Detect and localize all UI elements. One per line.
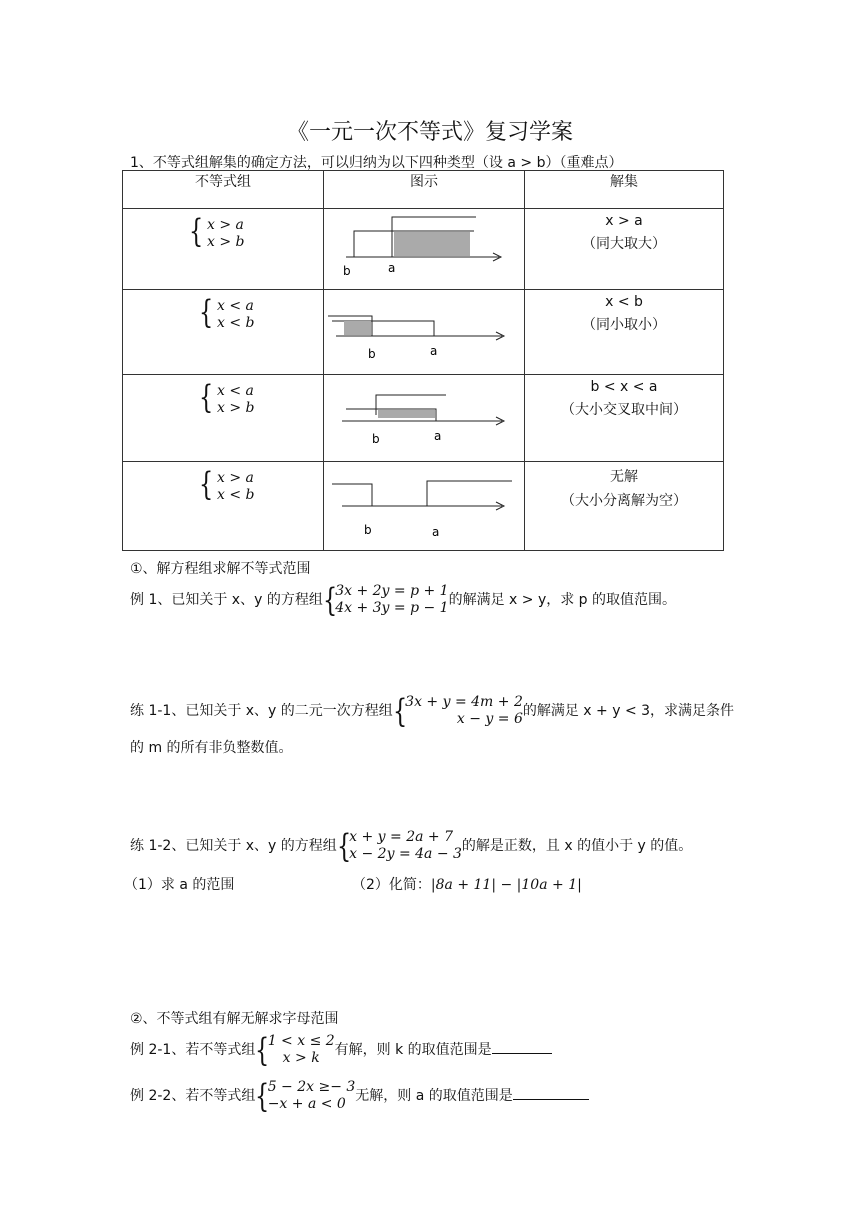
practice-text: 的解是正数，且 x 的值小于 y 的值。 bbox=[461, 838, 693, 854]
practice-text: 练 1-1、已知关于 x、y 的二元一次方程组 bbox=[130, 703, 393, 719]
answer-blank[interactable] bbox=[513, 1099, 589, 1100]
intro-text: 1、不等式组解集的确定方法，可以归纳为以下四种类型（设 a > b）（重难点） bbox=[130, 155, 623, 171]
axis-label-b: b bbox=[368, 347, 376, 361]
solution-set: x < b bbox=[605, 294, 643, 310]
system-line: x < a bbox=[217, 298, 254, 314]
system-line: x < b bbox=[217, 315, 255, 331]
table-header: 不等式组 bbox=[123, 171, 324, 209]
solution-set: x > a bbox=[605, 213, 643, 229]
example-2-2: 例 2-2、若不等式组{ 5 − 2x ≥− 3 −x + a < 0 无解，则 a 的取值范围是 bbox=[130, 1079, 589, 1113]
practice-1-2: 练 1-2、已知关于 x、y 的方程组{ x + y = 2a + 7 x − 2y = 4a − 3 的解是正数，且 x 的值小于 y 的值。 bbox=[130, 827, 693, 865]
answer-blank[interactable] bbox=[492, 1053, 552, 1054]
table-header: 解集 bbox=[525, 171, 724, 209]
practice-1-1: 练 1-1、已知关于 x、y 的二元一次方程组{ 3x + y = 4m + 2 x − y = 6 的解满足 x + y < 3，求满足条件 bbox=[130, 692, 735, 730]
table-row: { x < a x < b b a x < b （同小取小） bbox=[123, 290, 724, 375]
solution-set: b < x < a bbox=[590, 379, 658, 395]
axis-label-b: b bbox=[343, 264, 351, 278]
example-text: 例 2-1、若不等式组 bbox=[130, 1042, 256, 1058]
system-line: x > b bbox=[217, 400, 255, 416]
practice-text: 练 1-2、已知关于 x、y 的方程组 bbox=[130, 838, 337, 854]
solution-note: （同大取大） bbox=[582, 236, 666, 252]
abs-expression: |8a + 11| − |10a + 1| bbox=[430, 877, 582, 893]
section-heading-1: ①、解方程组求解不等式范围 bbox=[130, 561, 311, 577]
solution-note: （大小分离解为空） bbox=[561, 493, 687, 509]
example-text: 的解满足 x > y，求 p 的取值范围。 bbox=[448, 592, 677, 608]
axis-label-a: a bbox=[388, 261, 396, 275]
example-text: 有解，则 k 的取值范围是 bbox=[334, 1042, 492, 1058]
example-2-1: 例 2-1、若不等式组{ 1 < x ≤ 2 x > k 有解，则 k 的取值范围是 bbox=[130, 1033, 552, 1067]
equation-system: x + y = 2a + 7 x − 2y = 4a − 3 bbox=[349, 829, 462, 862]
axis-label-a: a bbox=[434, 429, 442, 443]
inequality-table bbox=[122, 170, 724, 551]
inequality-system: 1 < x ≤ 2 x > k bbox=[267, 1033, 335, 1066]
table-row: { x < a x > b b a b < x < a （大小交叉取中间） bbox=[123, 375, 724, 462]
system-line: x > a bbox=[207, 217, 244, 233]
example-text: 例 2-2、若不等式组 bbox=[130, 1088, 256, 1104]
page-title: 《一元一次不等式》复习学案 bbox=[286, 120, 573, 145]
example-text: 无解，则 a 的取值范围是 bbox=[355, 1088, 513, 1104]
system-line: x > b bbox=[207, 234, 245, 250]
number-line-diagram bbox=[324, 375, 524, 457]
question-1: （1）求 a 的范围 bbox=[124, 877, 235, 893]
section-heading-2: ②、不等式组有解无解求字母范围 bbox=[130, 1011, 339, 1027]
example-text: 例 1、已知关于 x、y 的方程组 bbox=[130, 592, 323, 608]
equation-system: 3x + 2y = p + 1 4x + 3y = p − 1 bbox=[335, 583, 449, 616]
table-header: 图示 bbox=[324, 171, 525, 209]
example-1: 例 1、已知关于 x、y 的方程组{ 3x + 2y = p + 1 4x + 3y = p − 1 的解满足 x > y，求 p 的取值范围。 bbox=[130, 581, 677, 619]
table-row: { x > a x > b b a x > a （同大取大） bbox=[123, 209, 724, 290]
practice-text: 的解满足 x + y < 3，求满足条件 bbox=[522, 703, 735, 719]
axis-label-b: b bbox=[372, 432, 380, 446]
solution-note: （同小取小） bbox=[582, 317, 666, 333]
number-line-diagram bbox=[324, 209, 524, 285]
system-line: x > a bbox=[217, 470, 254, 486]
practice-text: 的 m 的所有非负整数值。 bbox=[130, 740, 293, 756]
axis-label-b: b bbox=[364, 523, 372, 537]
equation-system: 3x + y = 4m + 2 x − y = 6 bbox=[405, 694, 523, 727]
system-line: x < a bbox=[217, 383, 254, 399]
number-line-diagram bbox=[324, 462, 524, 546]
number-line-diagram bbox=[324, 290, 524, 370]
solution-note: （大小交叉取中间） bbox=[561, 402, 687, 418]
inequality-system: 5 − 2x ≥− 3 −x + a < 0 bbox=[267, 1079, 356, 1112]
table-row: { x > a x < b b a 无解 （大小分离解为空） bbox=[123, 462, 724, 551]
axis-label-a: a bbox=[430, 344, 438, 358]
question-2: （2）化简：|8a + 11| − |10a + 1| bbox=[352, 877, 582, 893]
axis-label-a: a bbox=[432, 525, 440, 539]
system-line: x < b bbox=[217, 487, 255, 503]
solution-set: 无解 bbox=[610, 469, 638, 485]
